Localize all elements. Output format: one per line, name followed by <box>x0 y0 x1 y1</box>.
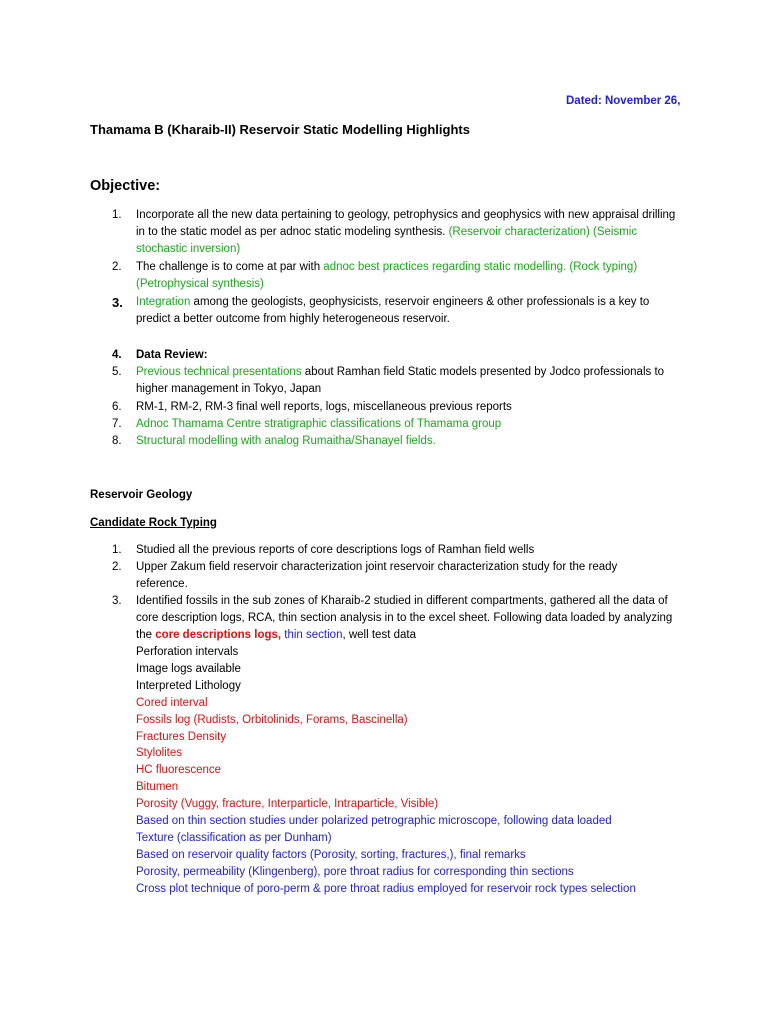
candidate-rock-typing-heading: Candidate Rock Typing <box>90 517 217 529</box>
data-line: Stylolites <box>136 747 183 760</box>
list-number: 2. <box>112 261 122 273</box>
data-line: Perforation intervals <box>136 646 239 658</box>
list-text: Integration among the geologists, geophysicists, reservoir engineers & other professionals is a key to predict a better outcome from highly heterogeneous reservoir. <box>136 296 650 325</box>
data-line: Bitumen <box>136 781 179 794</box>
document-date: Dated: November 26, <box>566 95 681 107</box>
data-line: Porosity (Vuggy, fracture, Interparticle, Intraparticle, Visible) <box>136 798 439 811</box>
data-line: HC fluorescence <box>136 764 222 777</box>
list-number: 3. <box>112 295 123 310</box>
data-line: Porosity, permeability (Klingenberg), pore throat radius for corresponding thin sections <box>136 865 574 878</box>
data-line: Texture (classification as per Dunham) <box>136 831 332 844</box>
reservoir-geology-heading: Reservoir Geology <box>90 489 193 501</box>
data-line: Image logs available <box>136 662 241 675</box>
objective-heading: Objective: <box>90 178 161 194</box>
document-title: Thamama B (Kharaib-II) Reservoir Static Modelling Highlights <box>90 122 470 137</box>
list-text: Incorporate all the new data pertaining to geology, petrophysics and geophysics with new appraisal drilling in to the static model as per adnoc static modeling synthesis. (Reservoir characterization) (Seismic stochastic inversion) <box>136 209 676 255</box>
data-line: Based on reservoir quality factors (Porosity, sorting, fractures,), final remarks <box>136 848 526 861</box>
data-line: Cross plot technique of poro-perm & pore throat radius employed for reservoir rock types selection <box>136 882 636 895</box>
data-line: Fractures Density <box>136 730 227 743</box>
data-line: Fossils log (Rudists, Orbitolinids, Forams, Bascinella) <box>136 713 408 726</box>
list-text: The challenge is to come at par with adnoc best practices regarding static modelling. (Rock typing) (Petrophysical synthesis) <box>136 261 638 290</box>
data-line: Interpreted Lithology <box>136 679 241 692</box>
data-line: Cored interval <box>136 696 208 709</box>
data-line: Based on thin section studies under polarized petrographic microscope, following data loaded <box>136 815 612 827</box>
list-number: 1. <box>112 209 122 221</box>
